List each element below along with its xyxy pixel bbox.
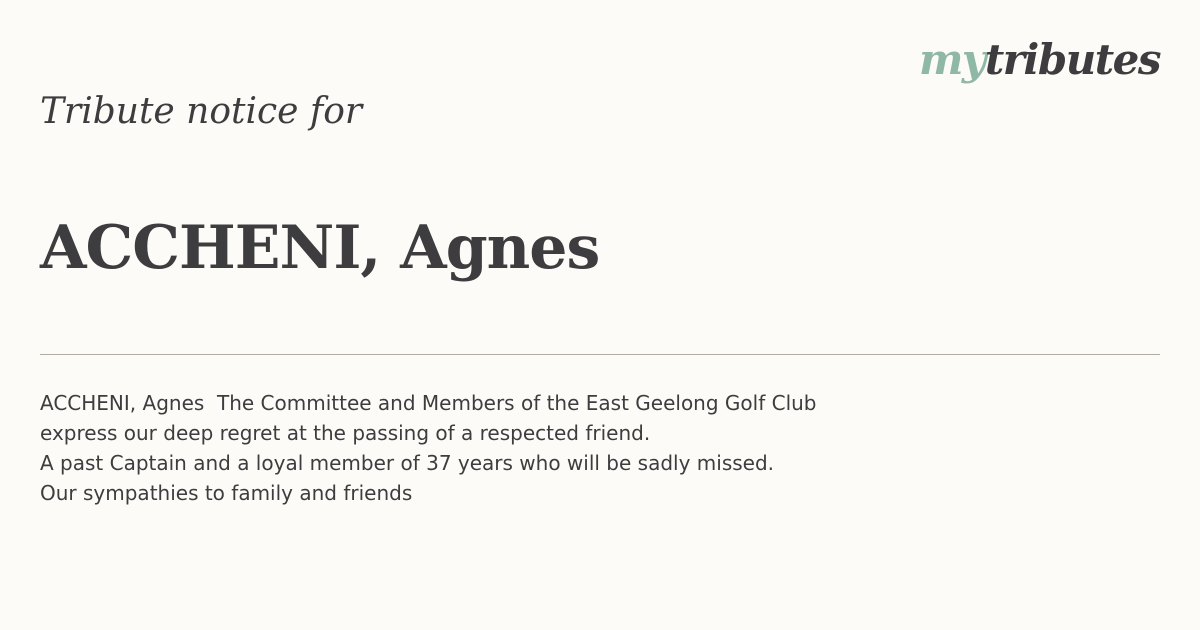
notice-line: express our deep regret at the passing of a respected friend. xyxy=(40,421,651,445)
notice-body xyxy=(40,388,1040,508)
logo-tributes-text: tributes xyxy=(984,35,1160,84)
notice-line: ACCHENI, Agnes The Committee and Members of the East Geelong Golf Club xyxy=(40,391,817,415)
tribute-notice-heading: Tribute notice for xyxy=(40,91,363,132)
notice-line: Our sympathies to family and friends xyxy=(40,481,413,505)
deceased-name: ACCHENI, Agnes xyxy=(40,213,600,283)
notice-line: A past Captain and a loyal member of 37 years who will be sadly missed. xyxy=(40,451,775,475)
mytributes-logo[interactable] xyxy=(919,30,1160,90)
section-divider xyxy=(40,354,1160,355)
logo-my-text: my xyxy=(918,35,985,84)
